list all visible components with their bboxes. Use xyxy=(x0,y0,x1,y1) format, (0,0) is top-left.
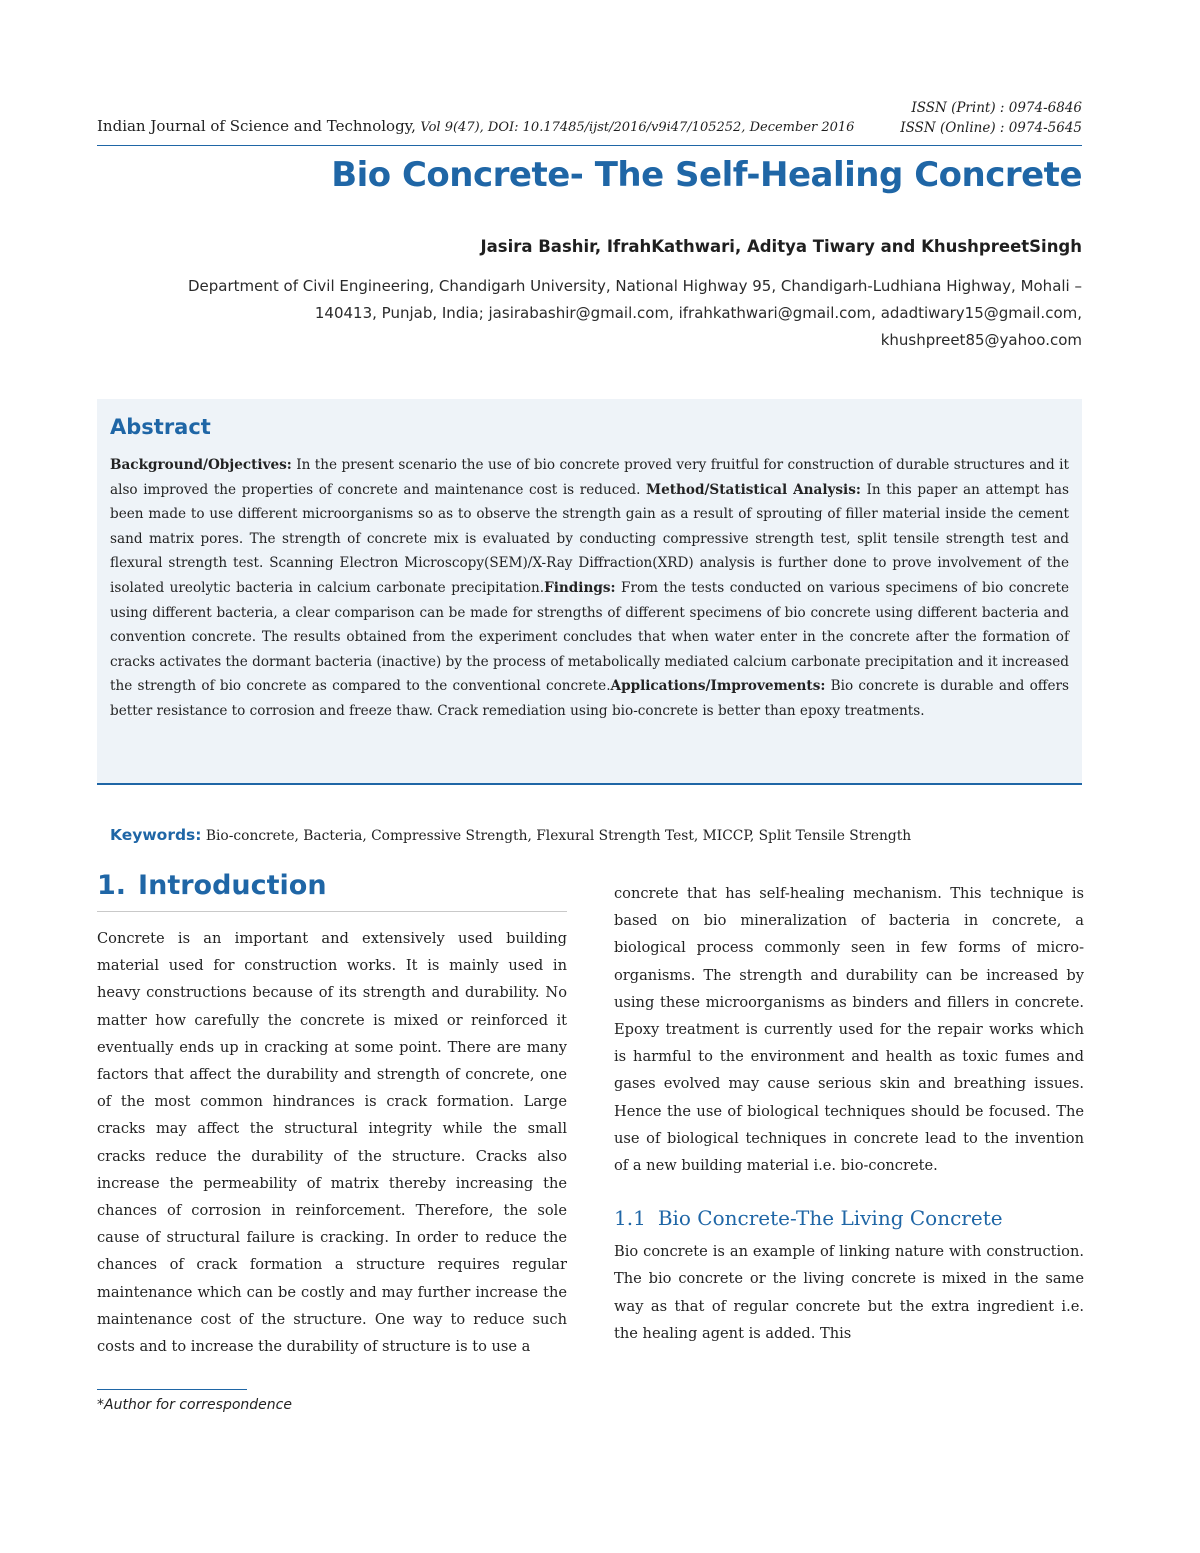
issn-block xyxy=(900,98,1082,138)
keywords-text: Bio-concrete, Bacteria, Compressive Strength, Flexural Strength Test, MICCP, Split Tensile Strength xyxy=(201,828,912,844)
abstract-label-findings: Findings: xyxy=(544,579,616,596)
keywords-line xyxy=(110,826,911,844)
journal-meta: Vol 9(47), DOI: 10.17485/ijst/2016/v9i47/105252, December 2016 xyxy=(420,120,855,135)
journal-citation xyxy=(97,117,854,135)
abstract-text-background: In the present scenario the use of bio concrete proved very fruitful for construction of durable structures and it also improved the properties of concrete and maintenance cost is reduced. xyxy=(110,457,1069,498)
subsection-number: 1.1 xyxy=(614,1206,646,1231)
abstract-box xyxy=(97,399,1082,785)
section-heading-introduction xyxy=(97,870,567,912)
abstract-label-background: Background/Objectives: xyxy=(110,457,292,473)
keywords-label: Keywords: xyxy=(110,826,202,844)
author-list: Jasira Bashir, IfrahKathwari, Aditya Tiwary and KhushpreetSingh xyxy=(480,237,1082,256)
section-title: Introduction xyxy=(138,870,327,901)
journal-name: Indian Journal of Science and Technology, xyxy=(97,117,416,135)
abstract-body xyxy=(110,453,1069,724)
paper-title: Bio Concrete- The Self-Healing Concrete xyxy=(331,155,1082,195)
footnote: *Author for correspondence xyxy=(97,1397,292,1413)
section-number: 1. xyxy=(97,870,127,901)
subsection-paragraph: Bio concrete is an example of linking nature with construction. The bio concrete or the living concrete is mixed in the same way as that of regular concrete but the extra ingredient i.e. the healing agent is added. This xyxy=(614,1243,1084,1342)
running-header xyxy=(97,95,1082,146)
issn-print: ISSN (Print) : 0974-6846 xyxy=(911,100,1082,116)
abstract-label-applications: Applications/Improvements: xyxy=(610,678,826,695)
subsection-heading xyxy=(614,1206,1084,1230)
subsection-title: Bio Concrete-The Living Concrete xyxy=(657,1206,1003,1231)
abstract-heading: Abstract xyxy=(110,415,211,439)
intro-paragraph-left: Concrete is an important and extensively used building material used for construction works. It is mainly used in heavy constructions because of its strength and durability. No matter how carefully the concrete is mixed or reinforced it eventually ends up in cracking at some point. There are many factors that affect the durability and strength of concrete, one of the most common hindrances is crack formation. Large cracks may affect the structural integrity while the small cracks reduce the durability of the structure. Cracks also increase the permeability of matrix thereby increasing the chances of corrosion in reinforcement. Therefore, the sole cause of structural failure is cracking. In order to reduce the chances of crack formation a structure requires regular maintenance which can be costly and may further increase the maintenance cost of the structure. One way to reduce such costs and to increase the durability of structure is to use a xyxy=(97,930,567,1356)
issn-online: ISSN (Online) : 0974-5645 xyxy=(900,120,1082,136)
abstract-text-applications: Bio concrete is durable and offers better resistance to corrosion and freeze thaw. Crack remediation using bio-concrete is better than epoxy treatments. xyxy=(110,678,1069,719)
right-column xyxy=(614,880,1084,1347)
abstract-text-findings: From the tests conducted on various specimens of bio concrete using different bacteria, a clear comparison can be made for strengths of different specimens of bio concrete using different bacteria and convention concrete. The results obtained from the experiment concludes that when water enter in the concrete after the formation of cracks activates the dormant bacteria (inactive) by the process of metabolically mediated calcium carbonate precipitation and it increased the strength of bio concrete as compared to the conventional concrete. xyxy=(110,579,1070,695)
abstract-label-method: Method/Statistical Analysis: xyxy=(646,481,861,498)
abstract-text-method: In this paper an attempt has been made to use different microorganisms so as to observe the strength gain as a result of sprouting of filler material inside the cement sand matrix pores. The strength of concrete mix is evaluated by conducting compressive strength test, split tensile strength test and flexural strength test. Scanning Electron Microscopy(SEM)/X-Ray Diffraction(XRD) analysis is further done to prove involvement of the isolated ureolytic bacteria in calcium carbonate precipitation. xyxy=(110,481,1069,596)
footnote-rule xyxy=(97,1389,247,1390)
intro-paragraph-right: concrete that has self-healing mechanism. This technique is based on bio mineralization of bacteria in concrete, a biological process commonly seen in few forms of microorganisms. The strength and durability can be increased by using these microorganisms as binders and fillers in concrete. Epoxy treatment is currently used for the repair works which is harmful to the environment and health as toxic fumes and gases evolved may cause serious skin and breathing issues. Hence the use of biological techniques should be focused. The use of biological techniques in concrete lead to the invention of a new building material i.e. bio-concrete. xyxy=(614,885,1084,1175)
left-column xyxy=(97,870,567,1360)
affiliation: Department of Civil Engineering, Chandigarh University, National Highway 95, Chandigarh-Ludhiana Highway, Mohali – 140413, Punjab, India; jasirabashir@gmail.com, ifrahkathwari@gmail.com, adadtiwary15@gmail.com, khushpreet85@yahoo.com xyxy=(188,277,1082,349)
